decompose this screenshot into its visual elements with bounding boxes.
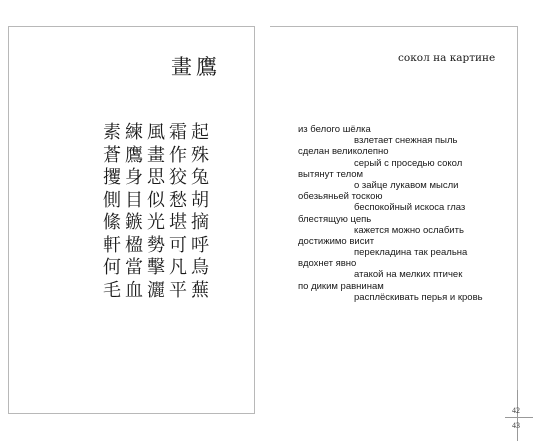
left-page <box>8 26 255 414</box>
poem-line: блестящую цепь <box>298 213 372 225</box>
page-number-divider <box>505 417 533 418</box>
poem-character: 風 <box>147 122 165 143</box>
poem-line: из белого шёлка <box>298 124 371 135</box>
poem-character: 凡 <box>169 257 187 278</box>
poem-character: 軒 <box>103 234 121 256</box>
poem-line: атакой на мелких птичек <box>354 269 463 281</box>
poem-line: по диким равнинам <box>298 280 384 292</box>
chinese-poem-title: 畫鷹 <box>171 55 221 79</box>
poem-character: 側 <box>103 189 121 211</box>
page-number-divider-vertical <box>517 390 518 441</box>
poem-character: 思 <box>147 167 165 188</box>
poem-character: 絛 <box>103 212 121 233</box>
poem-column <box>189 122 211 302</box>
poem-character: 殊 <box>191 144 209 166</box>
poem-line: серый с проседью сокол <box>354 157 463 169</box>
poem-character: 蕪 <box>191 279 209 301</box>
poem-character: 摘 <box>191 212 209 233</box>
poem-line: беспокойный искоса глаз <box>354 202 466 214</box>
poem-character: 作 <box>169 144 187 166</box>
poem-character: 平 <box>169 279 187 301</box>
poem-character: 鏃 <box>125 212 143 233</box>
poem-line: кажется можно ослабить <box>354 224 464 236</box>
poem-character: 練 <box>125 122 143 143</box>
poem-column <box>167 122 189 302</box>
poem-character: 胡 <box>191 189 209 211</box>
poem-character: 堪 <box>169 212 187 233</box>
poem-column <box>123 122 145 302</box>
poem-character: 鳥 <box>191 257 209 278</box>
poem-column <box>145 122 167 302</box>
poem-character: 勢 <box>147 234 165 256</box>
poem-character: 鷹 <box>125 144 143 166</box>
poem-character: 畫 <box>147 144 165 166</box>
poem-line: обезьяньей тоскою <box>298 191 383 203</box>
poem-character: 可 <box>169 234 187 256</box>
poem-character: 呼 <box>191 234 209 256</box>
poem-character: 攫 <box>103 167 121 188</box>
poem-character: 素 <box>103 122 121 143</box>
russian-poem-body <box>298 124 483 303</box>
poem-character: 霜 <box>169 122 187 143</box>
poem-line: взлетает снежная пыль <box>354 135 458 147</box>
poem-character: 起 <box>191 122 209 143</box>
poem-character: 光 <box>147 212 165 233</box>
poem-character: 擊 <box>147 257 165 278</box>
poem-character: 目 <box>125 189 143 211</box>
poem-character: 當 <box>125 257 143 278</box>
chinese-poem-body <box>101 122 211 302</box>
page-number-right: 43 <box>512 421 520 430</box>
poem-line: о зайце лукавом мысли <box>354 179 459 191</box>
poem-line: достижимо висит <box>298 235 375 247</box>
poem-character: 蒼 <box>103 144 121 166</box>
poem-character: 似 <box>147 189 165 211</box>
poem-line: вытянут телом <box>298 168 364 180</box>
poem-character: 灑 <box>147 279 165 301</box>
poem-character: 愁 <box>169 189 187 211</box>
poem-character: 身 <box>125 167 143 188</box>
poem-character: 兔 <box>191 167 209 188</box>
poem-character: 楹 <box>125 234 143 256</box>
poem-character: 狡 <box>169 167 187 188</box>
poem-character: 何 <box>103 257 121 278</box>
poem-line: сделан великолепно <box>298 146 389 158</box>
poem-column <box>101 122 123 302</box>
right-page <box>270 26 518 414</box>
poem-character: 血 <box>125 279 143 301</box>
russian-poem-title: сокол на картине <box>398 52 496 64</box>
poem-line: перекладина так реальна <box>354 247 468 259</box>
poem-line: вдохнет явно <box>298 258 357 270</box>
page-number-left: 42 <box>512 406 520 415</box>
poem-character: 毛 <box>103 279 121 301</box>
poem-line: расплёскивать перья и кровь <box>354 291 483 303</box>
